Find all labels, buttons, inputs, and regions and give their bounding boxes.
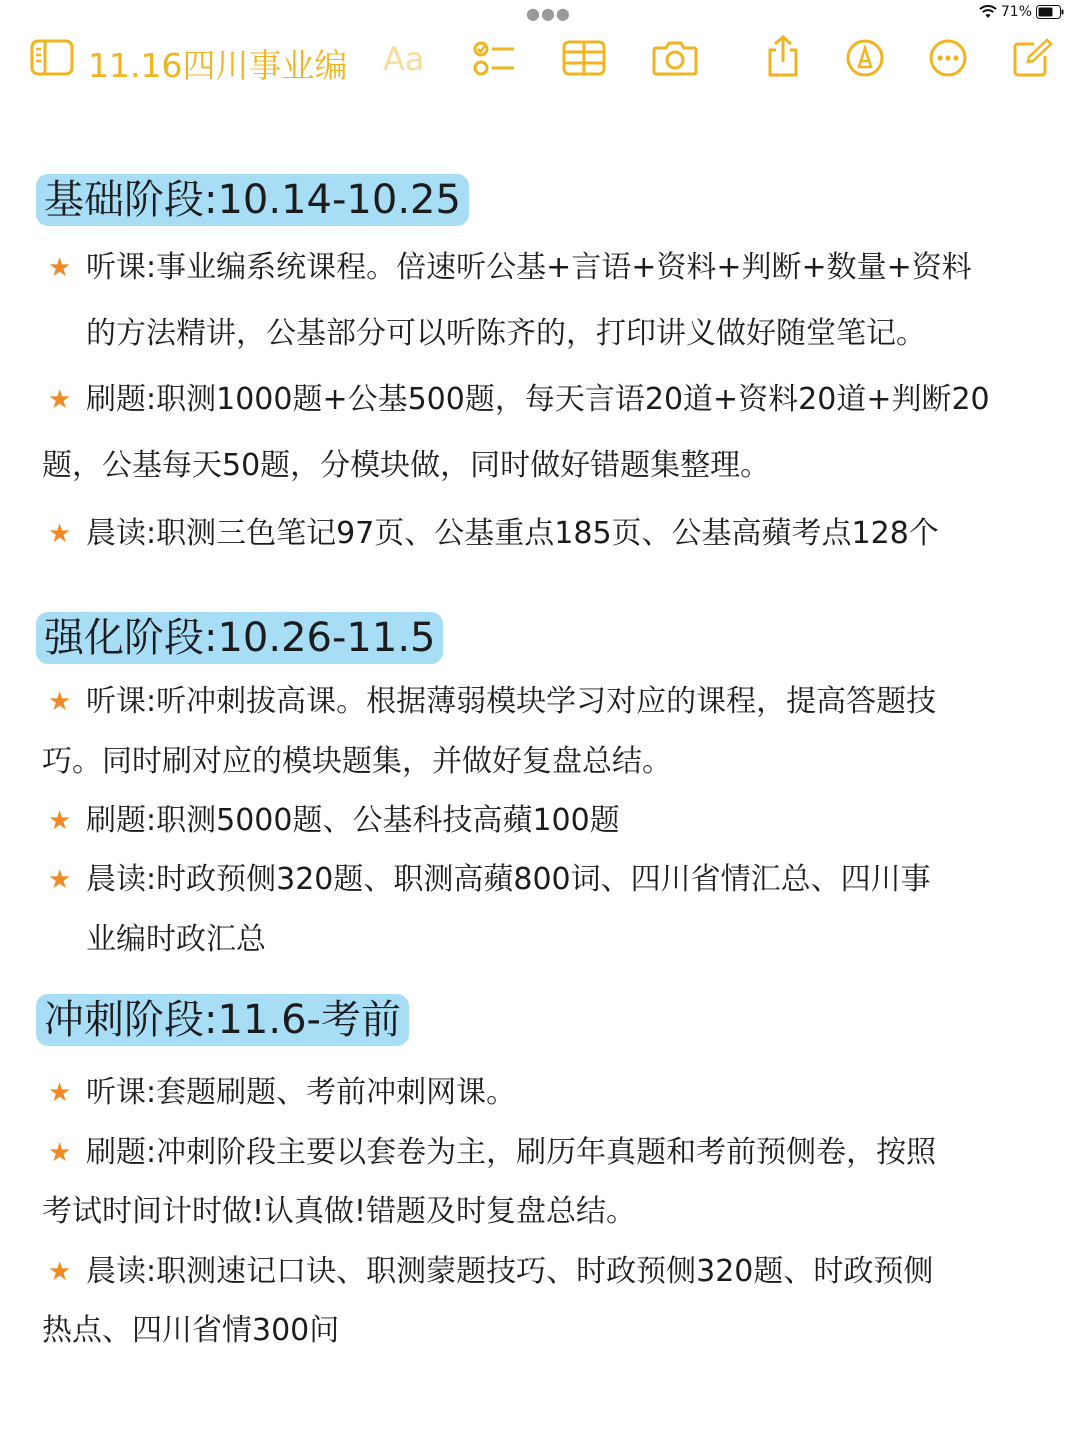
bullet-line: 刷题:职测5000题、公基科技高蘋100题 <box>86 803 620 838</box>
bullet-line: 刷题:职测1000题+公基500题，每天言语20道+资料20道+判断20 <box>86 382 990 417</box>
checklist-icon[interactable] <box>472 38 516 78</box>
section-heading-basic: 基础阶段:10.14-10.25 <box>36 174 469 226</box>
bullet-line: 热点、四川省情300问 <box>42 1313 340 1348</box>
note-title[interactable]: 11.16四川事业编 <box>88 46 348 85</box>
status-bar <box>0 0 1080 28</box>
star-icon: ★ <box>48 1138 72 1168</box>
star-icon: ★ <box>48 1078 72 1108</box>
bullet-line: 听课:听冲刺拔高课。根据薄弱模块学习对应的课程，提高答题技 <box>86 684 937 719</box>
share-icon[interactable] <box>764 34 802 78</box>
markup-pen-icon[interactable] <box>845 38 885 78</box>
bullet-line: 晨读:职测三色笔记97页、公基重点185页、公基高蘋考点128个 <box>86 516 939 551</box>
bullet-line: 题，公基每天50题，分模块做，同时做好错题集整理。 <box>42 448 771 483</box>
star-icon: ★ <box>48 806 72 836</box>
bullet-line: 巧。同时刷对应的模块题集，并做好复盘总结。 <box>42 744 672 779</box>
bullet-line: 听课:事业编系统课程。倍速听公基+言语+资料+判断+数量+资料 <box>86 250 972 285</box>
more-icon[interactable] <box>928 38 968 78</box>
wifi-icon <box>979 5 997 19</box>
bullet-line: 业编时政汇总 <box>86 922 266 957</box>
compose-icon[interactable] <box>1012 38 1054 78</box>
section-heading-intensive: 强化阶段:10.26-11.5 <box>36 612 443 664</box>
bullet-line: 听课:套题刷题、考前冲刺网课。 <box>86 1075 517 1110</box>
bullet-line: 晨读:职测速记口诀、职测蒙题技巧、时政预侧320题、时政预侧 <box>86 1254 934 1289</box>
star-icon: ★ <box>48 865 72 895</box>
status-right <box>979 4 1064 20</box>
section-heading-sprint: 冲刺阶段:11.6-考前 <box>36 994 409 1046</box>
bullet-line: 刷题:冲刺阶段主要以套卷为主，刷历年真题和考前预侧卷，按照 <box>86 1135 937 1170</box>
notes-toolbar <box>0 34 1080 86</box>
star-icon: ★ <box>48 1257 72 1287</box>
star-icon: ★ <box>48 385 72 415</box>
star-icon: ★ <box>48 253 72 283</box>
bullet-line: 的方法精讲，公基部分可以听陈齐的，打印讲义做好随堂笔记。 <box>86 316 926 351</box>
multitasking-dots-icon[interactable]: ●●● <box>526 4 571 23</box>
table-icon[interactable] <box>562 38 606 78</box>
star-icon: ★ <box>48 687 72 717</box>
battery-percent: 71% <box>1000 4 1032 20</box>
camera-icon[interactable] <box>652 38 698 78</box>
format-button[interactable]: Aa <box>383 40 425 78</box>
battery-icon <box>1036 5 1064 19</box>
bullet-line: 晨读:时政预侧320题、职测高蘋800词、四川省情汇总、四川事 <box>86 862 931 897</box>
star-icon: ★ <box>48 519 72 549</box>
bullet-line: 考试时间计时做!认真做!错题及时复盘总结。 <box>42 1194 637 1229</box>
sidebar-icon[interactable] <box>30 38 74 78</box>
